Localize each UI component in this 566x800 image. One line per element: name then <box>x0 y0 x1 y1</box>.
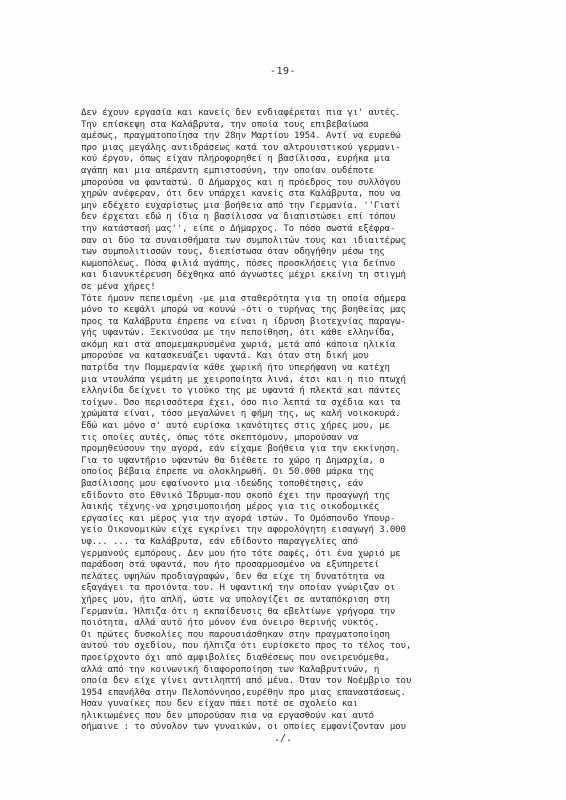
text-line: Οι πρώτες δυσκολίες που παρουσιάσθηκαν στην πραγματοποίηση <box>81 629 390 640</box>
text-line: Δεν έχουν εργασία και κανείς δεν ενδιαφέρεται πια γι' αυτές. <box>81 108 401 118</box>
text-line: πελάτες υψηλών προδιαγραφών, δεν θα είχε τη δυνατότητα να <box>81 571 385 582</box>
text-line: χήρες μου, ήτο απλή, ώστε να υπολογίζει σε ανταπόκριση στη <box>81 594 390 605</box>
text-line: αυτού του σχεδίου, που ήλπιζα ότι ευρίσκετο προς το τέλος του, <box>81 641 412 652</box>
text-line: γερμανούς εμπόρους. Δεν μου ήτο τότε σαφές, ότι ένα χωριό με <box>81 548 401 559</box>
text-line: σε μένα χήρες! <box>81 281 156 292</box>
text-line: και διανυκτέρευση δέχθηκα από άγνωστες μέχρι εκείνη τη στιγμή <box>81 270 406 281</box>
text-line: Ήσαν γυναίκες που δεν είχαν πάει ποτέ σε σχολείο και <box>81 699 358 710</box>
text-line: 1954 επανήλθα στην Πελοπόννησο,ευρέθην προ μιας επαναστάσεως. <box>81 687 406 698</box>
text-line: χηρών ανέφεραν, ότι δεν υπάρχει κανείς στα Καλάβρυτα, που να <box>81 189 401 200</box>
text-line: βασίλισσης μου εφαίνοντο μια ιδεώδης τοποθέτησις, εάν <box>81 479 364 489</box>
text-line: εδίδοντο στο Εθνικό Ίδρυμα-που σκοπό έχει την προαγωγή της <box>81 490 390 501</box>
text-line: αλλά από την κοινωνική διαφοροποίηση των Καλαβρυτινών, η <box>81 664 380 675</box>
text-line: γής υφαντών. Ξεκινούσα με την πεποίθηση, ότι κάθε ελληνίδα, <box>81 328 396 339</box>
text-line: Την επίσκεψη στα Καλάβρυτα, την οποία τους επιβεβαίωσα <box>81 119 369 130</box>
text-line: τις οποίες αυτές, όπως τότε σκεπτόμουν, μπορούσαν να <box>81 432 358 443</box>
text-line: μόνο το κεφάλι μπορώ να κουνώ -ότι ο τυρήνας της βοηθείας μας <box>81 305 406 316</box>
text-line: οποίος βέβαια έπρεπε να ολοκληρωθή. Οι 50.000 μάρκα της <box>81 467 374 478</box>
text-line: χρώματα είναι, τόσο μεγαλώνει η φήμη της, ως καλή νοικοκυρά. <box>81 409 401 420</box>
text-line: σαν οι δύο τα συναισθήματα των συμπολιτών τους και ιδιαιτέρως <box>81 235 406 246</box>
text-line: οποία δεν είχε γίνει αντιληπτή από μένα. Όταν τον Νοέμβριο του <box>81 676 412 687</box>
text-line: λαικής τέχνης-να χρησιμοποιήση μέρος για τις οικοδομικές <box>81 502 380 513</box>
text-line: προ μιας μεγάλης αντιδράσεως κατά του αλτρουιστικού γερμανι- <box>81 142 401 153</box>
text-line: προμηθεύσουν την αγορά, εάν είχαμε βοήθεια για την εκκίνηση. <box>81 444 401 455</box>
text-line: κού έργου, όπως είχαν πληροφορηθεί η βασίλισσα, ευρήκα μια <box>81 154 390 165</box>
text-line: γείο Οικονομικών είχε εγκρίνει την αφορολόγητη εισαγωγή 3.000 <box>81 525 406 536</box>
text-line: εργασίες και μέρος για την αγορά ιστών. Το Ομόσπονδο Υπουρ- <box>81 513 396 524</box>
text-line: μπορούσε να κατασκευάζει υφαντά. Και όταν στη δική μου <box>81 351 369 362</box>
body-text <box>81 108 513 734</box>
text-line: παράδοση στά υφαντά, που ήτο προσαρμοσμένο να εξυπηρετεί <box>81 560 380 571</box>
text-line: ηλικιωμένες που δεν μπορούσαν πια να εργασθούν και αυτό <box>81 710 374 721</box>
text-line: Γερμανία. Ήλπιζα ότι η εκπαίδευσις θα εβελτίωνε γρήγορα την <box>81 606 396 617</box>
text-line: Για το υφαντήριο υφαντών θα διέθετε το χώρο η Δημαρχία, ο <box>81 455 385 466</box>
text-line: αγάπη και μια απέραντη εμπιστοσύνη, την οποίαν ουδέποτε <box>81 165 374 176</box>
text-line: πατρίδα την Πομμερανία κάθε χωρική ήτο υπερήφανη να κατέχη <box>81 363 390 374</box>
text-line: δεν έρχεται εδώ η ίδια η βασίλισσα να διαπιστώσει επί τόπου <box>81 212 396 223</box>
text-line: υφ... ... τα Καλάβρυτα, εάν εδίδοντο παραγγελίες από <box>81 536 358 547</box>
text-line: μια ντουλάπα γεμάτη με χειροποίητα λινά, έτσι και η πιο πτωχή <box>81 374 406 385</box>
text-line: ελληνίδα δείχνει το γιούκο της με υφαντά ή πλεκτά και πάντες <box>81 386 401 397</box>
text-line: των συμπολιτισσών τους, διεπίστωσα όταν οδηγήθην μέσω της <box>81 247 385 258</box>
text-line: μπορούσα να φανταστώ. Ο Δήμαρχος και η πρόεδρος του συλλόγου <box>81 177 401 188</box>
text-line: μην εδέχετο ευχαρίστως μια βοήθεια από την Γερμανία. ''Γιατί <box>81 200 401 211</box>
text-line: Εδώ και μόνο σ' αυτό ευρίσκα ικανότητες στις χήρες μου, με <box>81 421 390 432</box>
text-line: ακόμη και στα απομεμακρυσμένα χωριά, μετά από κάποια ηλικία <box>81 339 396 350</box>
text-line: κωμοπόλεως. Πόσα φιλιά αγάπης, πόσες προσκλήσεις για δείπνο <box>81 258 396 269</box>
text-line: προείρχοντο όχι από αμφιβολίες διαθέσεως που ονειρευόμεθα, <box>81 652 390 663</box>
text-line: τοίχων. Όσο περισσότερα έχει, όσο πιο λεπτά τα σχέδια και τα <box>81 397 401 408</box>
text-line: την κατάστασή μας'', είπε ο Δήμαρχος. Το πόσο σωστά εξέφρα- <box>81 223 396 234</box>
continuation-mark: ./. <box>273 733 293 744</box>
text-line: εξαγάγει τα προιόντα του. Η υφαντική την οποίαν γνώριζαν οι <box>81 583 396 594</box>
page-number: -19- <box>269 66 297 77</box>
text-line: σήμαινε : το σύνολον των γυναικών, οι οποίες εμφανίζονταν μου <box>81 722 406 733</box>
text-line: ποιότητα, αλλά αυτό ήτο μόνον ένα όνειρο θερινής νυκτός. <box>81 618 380 629</box>
text-line: προς τα Καλάβρυτα έπρεπε να είναι η ίδρυση βιοτεχνίας παραγω- <box>81 316 406 327</box>
text-line: αμέσως, πραγματοποίησα την 28ην Μαρτίου 1954. Αντί να ευρεθώ <box>81 131 401 142</box>
text-line: Τότε ήμουν πεπεισμένη -με μια σταθερότητα για τη οποία σήμερα <box>81 293 406 304</box>
